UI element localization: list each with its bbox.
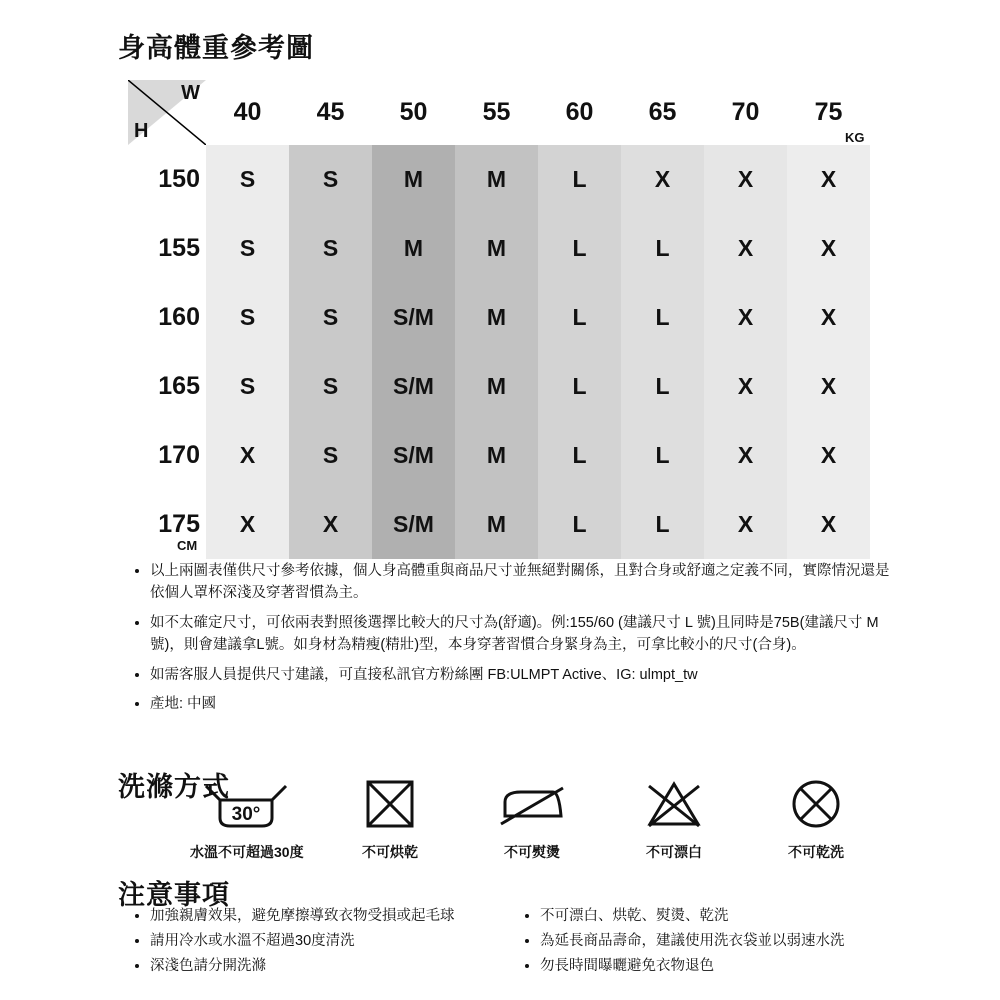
size-cell: X	[704, 352, 787, 421]
size-cell: M	[455, 145, 538, 214]
care-notes-left	[128, 905, 518, 981]
size-cell: L	[538, 352, 621, 421]
wash-caption: 不可烘乾	[362, 844, 418, 860]
list-item: • 請用冷水或水溫不超過30度清洗	[150, 930, 518, 953]
row-header-160: 160	[128, 283, 206, 352]
size-cell: X	[206, 490, 289, 559]
size-cell: L	[621, 490, 704, 559]
height-unit-label: CM	[177, 538, 198, 553]
table-row	[128, 490, 870, 559]
size-cell: X	[787, 490, 870, 559]
size-cell: S	[289, 214, 372, 283]
table-row	[128, 421, 870, 490]
care-notes-columns	[128, 905, 888, 981]
weight-unit-label: KG	[845, 130, 865, 145]
wash-icon-row	[190, 772, 870, 862]
size-cell: S	[289, 352, 372, 421]
table-row	[128, 214, 870, 283]
size-cell: X	[787, 283, 870, 352]
weight-axis-label: W	[181, 82, 200, 104]
size-cell: L	[621, 283, 704, 352]
size-cell: X	[787, 352, 870, 421]
size-cell: X	[787, 421, 870, 490]
size-cell: X	[704, 214, 787, 283]
row-header-170: 170	[128, 421, 206, 490]
size-cell: X	[704, 145, 787, 214]
size-cell: M	[372, 145, 455, 214]
table-row	[128, 352, 870, 421]
col-header-65: 65	[621, 80, 704, 145]
svg-text:30°: 30°	[231, 804, 261, 825]
size-cell: X	[704, 283, 787, 352]
size-cell: L	[621, 421, 704, 490]
wash-caption: 水溫不可超過30度	[190, 844, 304, 860]
row-header-175: 175	[128, 490, 206, 559]
list-item: • 如需客服人員提供尺寸建議，可直接私訊官方粉絲團 FB:ULMPT Active、IG: ulmpt_tw	[150, 664, 890, 686]
size-cell: M	[455, 490, 538, 559]
wash-item-no-tumble-dry	[336, 772, 444, 862]
size-cell: S/M	[372, 352, 455, 421]
list-item: • 產地: 中國	[150, 693, 890, 715]
col-header-50: 50	[372, 80, 455, 145]
list-item: • 勿長時間曝曬避免衣物退色	[540, 955, 888, 978]
size-cell: S	[206, 352, 289, 421]
size-notes-list	[128, 560, 890, 723]
table-row	[128, 145, 870, 214]
size-cell: L	[538, 283, 621, 352]
size-cell: X	[787, 214, 870, 283]
size-cell: X	[704, 490, 787, 559]
size-cell: M	[455, 421, 538, 490]
size-cell: X	[787, 145, 870, 214]
list-item: • 以上兩圖表僅供尺寸參考依據，個人身高體重與商品尺寸並無絕對關係，且對合身或舒適之定義不同，實際情況還是依個人罩杯深淺及穿著習慣為主。	[150, 560, 890, 605]
table-corner-cell	[128, 80, 206, 145]
size-cell: M	[455, 214, 538, 283]
size-cell: L	[538, 145, 621, 214]
list-item: • 深淺色請分開洗滌	[150, 955, 518, 978]
wash-item-no-dry-clean	[762, 772, 870, 862]
size-cell: S	[289, 421, 372, 490]
wash-tub-30-icon	[190, 772, 302, 836]
size-cell: S/M	[372, 283, 455, 352]
col-header-55: 55	[455, 80, 538, 145]
size-cell: L	[621, 214, 704, 283]
wash-item-temperature	[190, 772, 302, 862]
col-header-45: 45	[289, 80, 372, 145]
wash-item-no-bleach	[620, 772, 728, 862]
no-tumble-dry-icon	[336, 772, 444, 836]
row-header-165: 165	[128, 352, 206, 421]
size-cell: M	[372, 214, 455, 283]
size-cell: X	[621, 145, 704, 214]
size-cell: X	[704, 421, 787, 490]
size-cell: L	[621, 352, 704, 421]
wash-method-title: 洗滌方式	[118, 772, 230, 802]
list-item: • 加強親膚效果，避免摩擦導致衣物受損或起毛球	[150, 905, 518, 928]
col-header-70: 70	[704, 80, 787, 145]
table-row	[128, 283, 870, 352]
list-item: • 為延長商品壽命，建議使用洗衣袋並以弱速水洗	[540, 930, 888, 953]
care-notes-title: 注意事項	[118, 880, 230, 910]
list-item: • 如不太確定尺寸，可依兩表對照後選擇比較大的尺寸為(舒適)。例:155/60 (建議尺寸 L 號)且同時是75B(建議尺寸 M 號)，則會建議拿L號。如身材為精瘦(精壯)型，本身穿著習慣合身緊身為主，可拿比較小的尺寸(合身)。	[150, 612, 890, 657]
size-cell: S/M	[372, 490, 455, 559]
size-cell: S	[289, 283, 372, 352]
row-header-150: 150	[128, 145, 206, 214]
size-cell: S/M	[372, 421, 455, 490]
table-header-row	[128, 80, 870, 145]
size-cell: M	[455, 352, 538, 421]
size-chart-title: 身高體重參考圖	[118, 33, 314, 63]
wash-caption: 不可乾洗	[788, 844, 844, 860]
size-cell: X	[206, 421, 289, 490]
no-iron-icon	[478, 772, 586, 836]
size-cell: L	[538, 214, 621, 283]
size-cell: S	[206, 283, 289, 352]
no-bleach-icon	[620, 772, 728, 836]
size-cell: S	[289, 145, 372, 214]
wash-caption: 不可熨燙	[504, 844, 560, 860]
height-axis-label: H	[134, 120, 149, 142]
row-header-155: 155	[128, 214, 206, 283]
wash-item-no-iron	[478, 772, 586, 862]
col-header-60: 60	[538, 80, 621, 145]
size-cell: X	[289, 490, 372, 559]
no-dry-clean-icon	[762, 772, 870, 836]
size-cell: M	[455, 283, 538, 352]
size-cell: L	[538, 421, 621, 490]
col-header-75: 75	[787, 80, 870, 145]
size-cell: L	[538, 490, 621, 559]
wash-caption: 不可漂白	[646, 844, 702, 860]
col-header-40: 40	[206, 80, 289, 145]
size-cell: S	[206, 214, 289, 283]
list-item: • 不可漂白、烘乾、熨燙、乾洗	[540, 905, 888, 928]
care-notes-right	[518, 905, 888, 981]
size-chart-table	[128, 80, 870, 559]
size-cell: S	[206, 145, 289, 214]
